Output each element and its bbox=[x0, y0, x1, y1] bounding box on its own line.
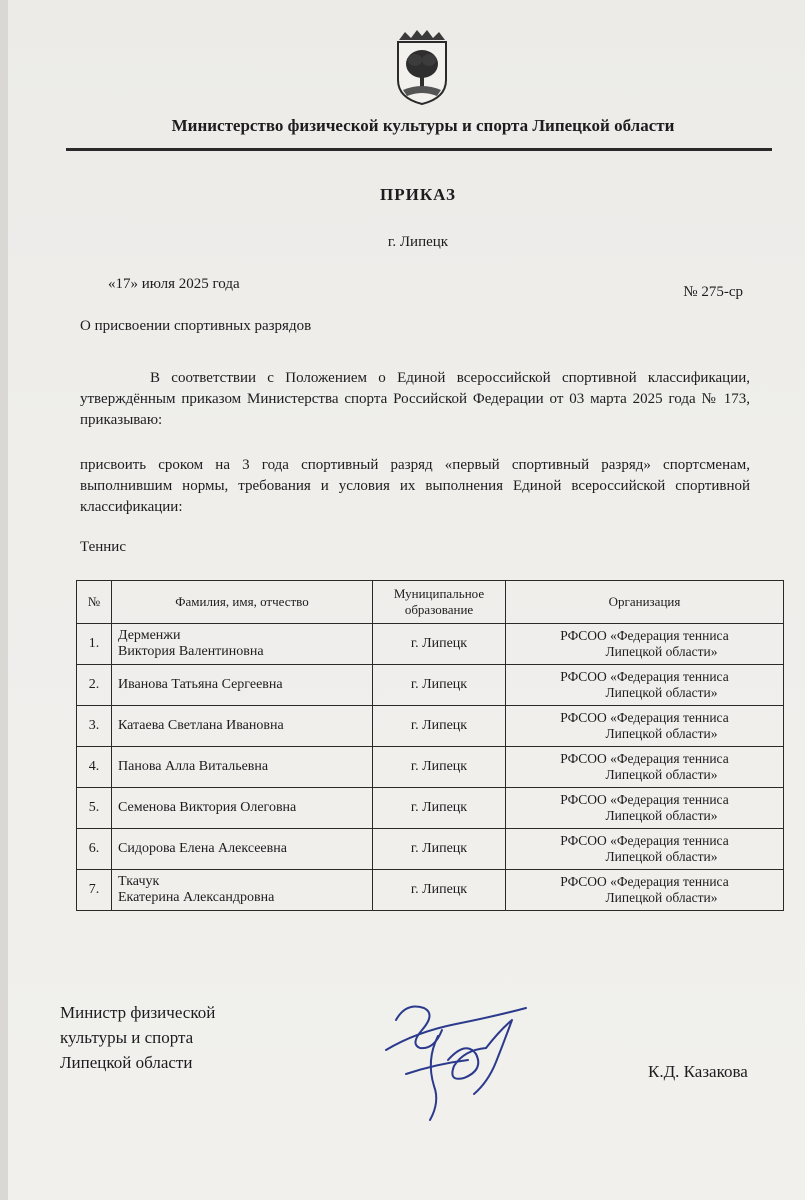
sport-name: Теннис bbox=[80, 539, 126, 555]
table-row bbox=[77, 788, 784, 829]
row-number: 4. bbox=[77, 747, 112, 788]
row-name bbox=[112, 624, 373, 665]
signer-position-line3: Липецкой области bbox=[60, 1053, 193, 1072]
row-municipality: г. Липецк bbox=[373, 829, 506, 870]
row-name bbox=[112, 870, 373, 911]
row-organization bbox=[506, 747, 784, 788]
table-row bbox=[77, 624, 784, 665]
order-subject: О присвоении спортивных разрядов bbox=[80, 318, 312, 334]
table-row bbox=[77, 706, 784, 747]
row-name: Иванова Татьяна Сергеевна bbox=[112, 665, 373, 706]
athletes-table bbox=[76, 580, 784, 911]
row-name-line1: Ткачук bbox=[118, 874, 160, 889]
row-organization bbox=[506, 624, 784, 665]
signer-position-line2: культуры и спорта bbox=[60, 1028, 194, 1047]
row-municipality: г. Липецк bbox=[373, 624, 506, 665]
row-org-line1: РФСОО «Федерация тенниса bbox=[560, 751, 729, 766]
order-date: «17» июля 2025 года bbox=[108, 276, 240, 292]
row-org-line2: Липецкой области» bbox=[605, 685, 718, 700]
row-org-line1: РФСОО «Федерация тенниса bbox=[560, 710, 729, 725]
row-municipality: г. Липецк bbox=[373, 788, 506, 829]
row-number: 2. bbox=[77, 665, 112, 706]
header-municipality bbox=[373, 581, 506, 624]
signer-position-line1: Министр физической bbox=[60, 1003, 216, 1022]
row-organization bbox=[506, 870, 784, 911]
header-name: Фамилия, имя, отчество bbox=[112, 581, 373, 624]
table-header-row bbox=[77, 581, 784, 624]
table-row bbox=[77, 870, 784, 911]
order-paragraph-basis: В соответствии с Положением о Единой всероссийской спортивной классификации, утверждённым приказом Министерства спорта Российской Федерации от 03 марта 2025 года № 173, приказываю: bbox=[80, 370, 750, 428]
order-paragraph-decision: присвоить сроком на 3 года спортивный разряд «первый спортивный разряд» спортсменам, выполнившим нормы, требования и условия их выполнения Единой всероссийской спортивной классификации: bbox=[80, 457, 750, 515]
row-org-line1: РФСОО «Федерация тенниса bbox=[560, 874, 729, 889]
row-organization bbox=[506, 829, 784, 870]
row-organization bbox=[506, 788, 784, 829]
signer-name: К.Д. Казакова bbox=[648, 1062, 748, 1081]
table-row bbox=[77, 665, 784, 706]
row-organization bbox=[506, 665, 784, 706]
table-row bbox=[77, 747, 784, 788]
ministry-name: Министерство физической культуры и спорта Липецкой области bbox=[171, 116, 675, 135]
row-org-line2: Липецкой области» bbox=[605, 767, 718, 782]
row-name-line1: Дерменжи bbox=[118, 628, 181, 643]
row-number: 5. bbox=[77, 788, 112, 829]
header-organization: Организация bbox=[506, 581, 784, 624]
row-name-line2: Екатерина Александровна bbox=[118, 890, 275, 905]
row-org-line1: РФСОО «Федерация тенниса bbox=[560, 669, 729, 684]
row-org-line1: РФСОО «Федерация тенниса bbox=[560, 833, 729, 848]
header-rule bbox=[66, 148, 772, 151]
header-municipality-line2: образование bbox=[404, 602, 474, 617]
header-municipality-line1: Муниципальное bbox=[393, 586, 485, 601]
document-page bbox=[8, 0, 805, 1200]
row-name: Панова Алла Витальевна bbox=[112, 747, 373, 788]
row-name: Сидорова Елена Алексеевна bbox=[112, 829, 373, 870]
order-number: № 275-ср bbox=[683, 284, 743, 300]
row-name: Катаева Светлана Ивановна bbox=[112, 706, 373, 747]
row-municipality: г. Липецк bbox=[373, 747, 506, 788]
row-organization bbox=[506, 706, 784, 747]
row-municipality: г. Липецк bbox=[373, 665, 506, 706]
signer-position bbox=[60, 1000, 215, 1075]
row-number: 1. bbox=[77, 624, 112, 665]
row-municipality: г. Липецк bbox=[373, 870, 506, 911]
row-name-line2: Виктория Валентиновна bbox=[118, 644, 264, 659]
row-municipality: г. Липецк bbox=[373, 706, 506, 747]
order-title: ПРИКАЗ bbox=[380, 185, 456, 204]
row-org-line2: Липецкой области» bbox=[605, 726, 718, 741]
coat-of-arms-icon bbox=[393, 28, 451, 106]
row-org-line2: Липецкой области» bbox=[605, 890, 718, 905]
row-org-line1: РФСОО «Федерация тенниса bbox=[560, 628, 729, 643]
order-city: г. Липецк bbox=[387, 234, 449, 250]
row-org-line2: Липецкой области» bbox=[605, 808, 718, 823]
row-org-line2: Липецкой области» bbox=[605, 644, 718, 659]
row-number: 3. bbox=[77, 706, 112, 747]
row-name: Семенова Виктория Олеговна bbox=[112, 788, 373, 829]
row-number: 7. bbox=[77, 870, 112, 911]
row-org-line2: Липецкой области» bbox=[605, 849, 718, 864]
header-number: № bbox=[77, 581, 112, 624]
row-number: 6. bbox=[77, 829, 112, 870]
row-org-line1: РФСОО «Федерация тенниса bbox=[560, 792, 729, 807]
table-row bbox=[77, 829, 784, 870]
signature-icon bbox=[376, 990, 546, 1130]
